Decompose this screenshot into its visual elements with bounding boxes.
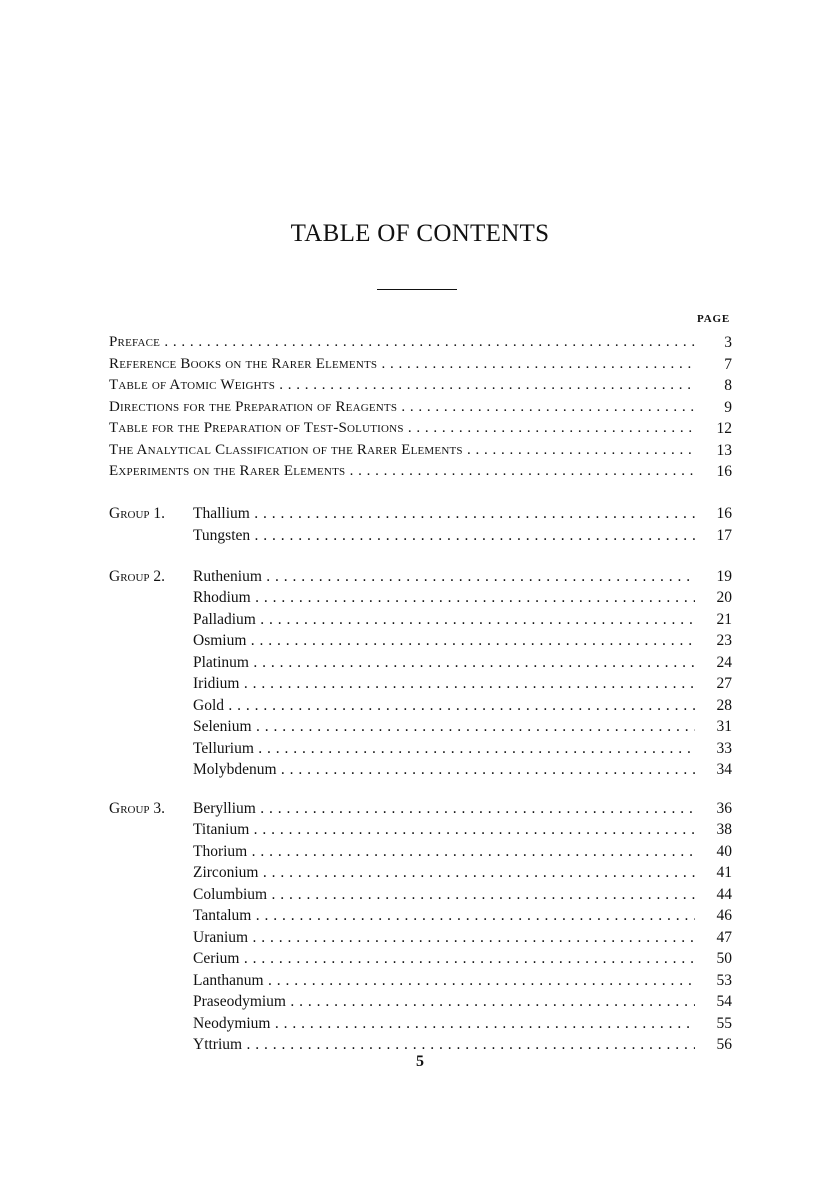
- toc-entry: [109, 759, 732, 780]
- toc-entry-label: Directions for the Preparation of Reagents . . .: [109, 397, 695, 418]
- toc-entry: [109, 927, 732, 948]
- toc-entry: [109, 798, 732, 819]
- toc-entry-label: Lanthanum . . .: [193, 970, 695, 991]
- toc-entry-label: Gold . . .: [193, 695, 695, 716]
- toc-entry-label: Platinum . . .: [193, 652, 695, 673]
- toc-entry-label: Ruthenium . . .: [193, 566, 695, 587]
- toc-entry: [109, 905, 732, 926]
- toc-entry: [109, 1034, 732, 1055]
- toc-entry-label: Zirconium . . .: [193, 862, 695, 883]
- toc-entry-page: 38: [716, 821, 732, 838]
- toc-entry: [109, 630, 732, 651]
- toc-entry-label: Tellurium . . .: [193, 738, 695, 759]
- toc-entry-label: Tantalum . . .: [193, 905, 695, 926]
- toc-entry-page: 55: [716, 1015, 732, 1032]
- toc-entry-label: Tungsten . . .: [193, 525, 695, 546]
- toc-entry: [109, 354, 732, 375]
- toc-entry-page: 13: [716, 442, 732, 459]
- toc-entry-label: Yttrium . . .: [193, 1034, 695, 1055]
- toc-entry-label: Rhodium . . .: [193, 587, 695, 608]
- toc-entry-label: Columbium . . .: [193, 884, 695, 905]
- group-word: Group: [109, 505, 150, 522]
- toc-entry: [109, 738, 732, 759]
- toc-entry-page: 16: [716, 505, 732, 522]
- toc-entry-label: The Analytical Classification of the Rarer Elements . . .: [109, 440, 695, 461]
- toc-entry: [109, 566, 732, 587]
- toc-entry-label: Molybdenum . . .: [193, 759, 695, 780]
- toc-entry: [109, 503, 732, 524]
- toc-entry: [109, 948, 732, 969]
- toc-entry-label: Uranium . . .: [193, 927, 695, 948]
- toc-entry-page: 40: [716, 843, 732, 860]
- toc-entry-page: 44: [716, 886, 732, 903]
- toc-entry: [109, 1013, 732, 1034]
- toc-entry-page: 36: [716, 800, 732, 817]
- toc-entry-page: 54: [716, 993, 732, 1010]
- toc-entry-label: Neodymium . . .: [193, 1013, 695, 1034]
- group-number: 3.: [153, 800, 166, 817]
- toc-entry-page: 27: [716, 675, 732, 692]
- toc-entry-page: 34: [716, 761, 732, 778]
- toc-entry-page: 53: [716, 972, 732, 989]
- group-number: 1.: [153, 505, 166, 522]
- toc-entry-label: Table for the Preparation of Test-Solutions . . .: [109, 418, 695, 439]
- toc-entry-page: 56: [716, 1036, 732, 1053]
- toc-entry-label: Praseodymium . . .: [193, 991, 695, 1012]
- toc-entry: [109, 332, 732, 353]
- toc-entry-page: 16: [716, 463, 732, 480]
- toc-entry-label: Iridium . . .: [193, 673, 695, 694]
- toc-entry: [109, 652, 732, 673]
- toc-entry-label: Preface . . .: [109, 332, 695, 353]
- toc-entry-label: Reference Books on the Rarer Elements . . .: [109, 354, 695, 375]
- toc-entry-label: Thorium . . .: [193, 841, 695, 862]
- toc-entry-label: Selenium . . .: [193, 716, 695, 737]
- toc-entry-label: Palladium . . .: [193, 609, 695, 630]
- toc-entry-page: 24: [716, 654, 732, 671]
- group-word: Group: [109, 800, 150, 817]
- toc-entry-page: 33: [716, 740, 732, 757]
- toc-entry-label: Thallium . . .: [193, 503, 695, 524]
- toc-entry-page: 20: [716, 589, 732, 606]
- toc-entry-label: Cerium . . .: [193, 948, 695, 969]
- toc-entry-page: 17: [716, 527, 732, 544]
- toc-entry: [109, 609, 732, 630]
- toc-entry: [109, 673, 732, 694]
- toc-entry-label: Experiments on the Rarer Elements . . .: [109, 461, 695, 482]
- toc-entry: [109, 991, 732, 1012]
- toc-entry: [109, 525, 732, 546]
- toc-entry-page: 50: [716, 950, 732, 967]
- toc-entry: [109, 397, 732, 418]
- toc-entry: [109, 970, 732, 991]
- toc-entry-label: Osmium . . .: [193, 630, 695, 651]
- toc-entry: [109, 418, 732, 439]
- toc-entry-page: 47: [716, 929, 732, 946]
- toc-entry: [109, 375, 732, 396]
- toc-entry: [109, 862, 732, 883]
- toc-entry: [109, 841, 732, 862]
- toc-entry-page: 9: [724, 399, 732, 416]
- toc-entry-page: 23: [716, 632, 732, 649]
- group-number: 2.: [153, 568, 166, 585]
- toc-entry-page: 28: [716, 697, 732, 714]
- toc-entry-label: Titanium . . .: [193, 819, 695, 840]
- page-number: 5: [416, 1053, 424, 1070]
- toc-entry: [109, 461, 732, 482]
- toc-entry-page: 19: [716, 568, 732, 585]
- toc-entry-page: 31: [716, 718, 732, 735]
- toc-entry-page: 21: [716, 611, 732, 628]
- toc-entry: [109, 884, 732, 905]
- toc-entry: [109, 440, 732, 461]
- toc-entry: [109, 819, 732, 840]
- toc-entry-label: Beryllium . . .: [193, 798, 695, 819]
- toc-entry-page: 3: [724, 334, 732, 351]
- toc-entry-page: 7: [724, 356, 732, 373]
- toc-entry: [109, 587, 732, 608]
- toc-entry: [109, 695, 732, 716]
- toc-entry-label: Table of Atomic Weights . . .: [109, 375, 695, 396]
- page-title: TABLE OF CONTENTS: [290, 220, 550, 247]
- title-rule: [377, 289, 457, 290]
- toc-entry: [109, 716, 732, 737]
- toc-entry-page: 8: [724, 377, 732, 394]
- toc-entry-page: 46: [716, 907, 732, 924]
- page-column-header: PAGE: [697, 313, 730, 325]
- group-word: Group: [109, 568, 150, 585]
- toc-entry-page: 41: [716, 864, 732, 881]
- toc-entry-page: 12: [716, 420, 732, 437]
